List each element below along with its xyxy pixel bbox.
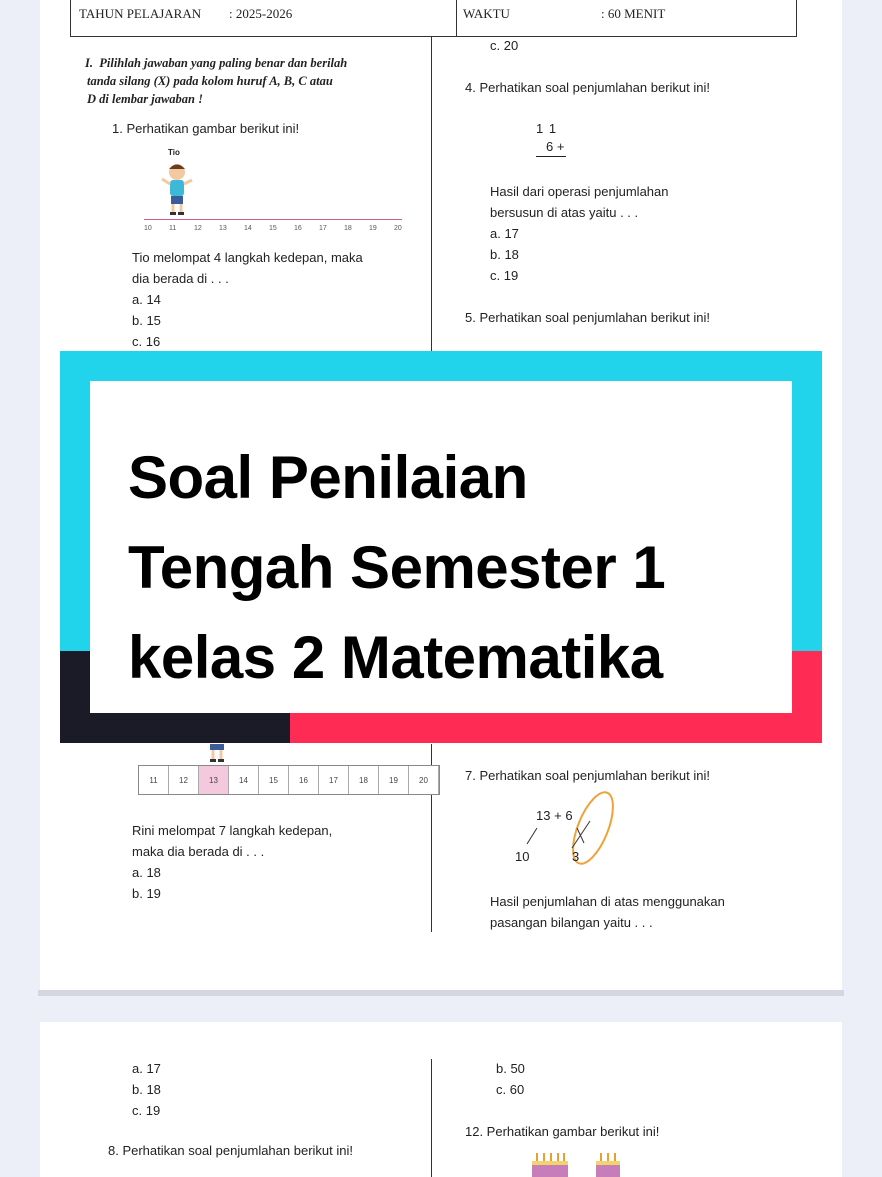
number-box: 12 — [169, 766, 199, 794]
q4-option-c: c. 19 — [490, 268, 519, 283]
number-line-tick: 13 — [219, 225, 227, 232]
p2-right-option-c: c. 60 — [496, 1082, 525, 1097]
number-box: 17 — [319, 766, 349, 794]
waktu-label: WAKTU — [463, 6, 510, 21]
number-line-tick: 17 — [319, 225, 327, 232]
number-box: 15 — [259, 766, 289, 794]
q7-desc-2: pasangan bilangan yaitu . . . — [490, 915, 653, 930]
p2-right-option-b: b. 50 — [496, 1061, 525, 1076]
number-line-tick: 14 — [244, 225, 252, 232]
q4-desc-1: Hasil dari operasi penjumlahan — [490, 184, 669, 199]
exam-page-2 — [40, 1022, 842, 1177]
waktu-value: : 60 MENIT — [601, 6, 666, 21]
q6-statement-1: Rini melompat 7 langkah kedepan, — [132, 823, 333, 838]
p2-left-option-c: c. 19 — [132, 1103, 161, 1118]
banner-title-line-3: kelas 2 Matematika — [128, 624, 663, 691]
question-7: 7. Perhatikan soal penjumlahan berikut ini! — [465, 768, 710, 783]
q1-option-b: b. 15 — [132, 313, 161, 328]
number-box: 11 — [139, 766, 169, 794]
number-line — [144, 219, 402, 220]
q1-option-c: c. 16 — [132, 334, 161, 349]
cake-candles-icon — [530, 1149, 630, 1177]
q4-desc-2: bersusun di atas yaitu . . . — [490, 205, 639, 220]
number-box-row — [138, 765, 440, 795]
bond-split-b: 3 — [572, 849, 580, 864]
banner-title-line-1: Soal Penilaian — [128, 444, 528, 511]
q6-option-b: b. 19 — [132, 886, 161, 901]
title-banner — [60, 351, 822, 743]
number-line-tick: 12 — [194, 225, 202, 232]
number-box: 13 — [199, 766, 229, 794]
number-line-tick: 10 — [144, 225, 152, 232]
number-line-tick: 20 — [394, 225, 402, 232]
q4-addend-top: 1 1 — [536, 121, 558, 136]
column-divider-page2 — [431, 1059, 432, 1177]
question-4: 4. Perhatikan soal penjumlahan berikut ini! — [465, 80, 710, 95]
number-box: 18 — [349, 766, 379, 794]
q6-option-a: a. 18 — [132, 865, 161, 880]
question-1: 1. Perhatikan gambar berikut ini! — [112, 121, 300, 136]
number-box: 14 — [229, 766, 259, 794]
banner-title-line-2: Tengah Semester 1 — [128, 534, 666, 601]
q7-desc-1: Hasil penjumlahan di atas menggunakan — [490, 894, 725, 909]
instruction-block: I. Pilihlah jawaban yang paling benar dan berilah tanda silang (X) pada kolom huruf A, B, C atau D di lembar jawaban ! — [85, 56, 348, 106]
number-line-tick: 18 — [344, 225, 352, 232]
number-box: 16 — [289, 766, 319, 794]
page-separator — [38, 990, 844, 996]
number-line-tick: 16 — [294, 225, 302, 232]
tahun-label: TAHUN PELAJARAN — [79, 6, 202, 21]
q1-statement-2: dia berada di . . . — [132, 271, 229, 286]
number-line-tick: 19 — [369, 225, 377, 232]
exam-header-table — [70, 0, 797, 37]
question-8: 8. Perhatikan soal penjumlahan berikut ini! — [108, 1143, 353, 1158]
child-figure-icon — [158, 160, 200, 218]
number-line-tick: 11 — [169, 225, 177, 232]
number-line-tick: 15 — [269, 225, 277, 232]
q1-statement-1: Tio melompat 4 langkah kedepan, maka — [132, 250, 363, 265]
q4-option-a: a. 17 — [490, 226, 519, 241]
bond-split-a: 10 — [515, 849, 530, 864]
q6-statement-2: maka dia berada di . . . — [132, 844, 265, 859]
q4-addend-bottom: 6 + — [536, 138, 566, 157]
number-box: 19 — [379, 766, 409, 794]
question-5: 5. Perhatikan soal penjumlahan berikut ini! — [465, 310, 710, 325]
tahun-value: : 2025-2026 — [229, 6, 293, 21]
number-box: 20 — [409, 766, 439, 794]
q1-option-a: a. 14 — [132, 292, 161, 307]
column-divider-top — [431, 36, 432, 352]
banner-title — [128, 433, 768, 703]
q3-option-c: c. 20 — [490, 38, 519, 53]
figure-name-label: Tio — [168, 148, 180, 157]
q4-option-b: b. 18 — [490, 247, 519, 262]
bond-expression: 13 + 6 — [536, 808, 573, 823]
child-feet-icon — [208, 744, 226, 764]
question-12: 12. Perhatikan gambar berikut ini! — [465, 1124, 660, 1139]
p2-left-option-a: a. 17 — [132, 1061, 161, 1076]
p2-left-option-b: b. 18 — [132, 1082, 161, 1097]
